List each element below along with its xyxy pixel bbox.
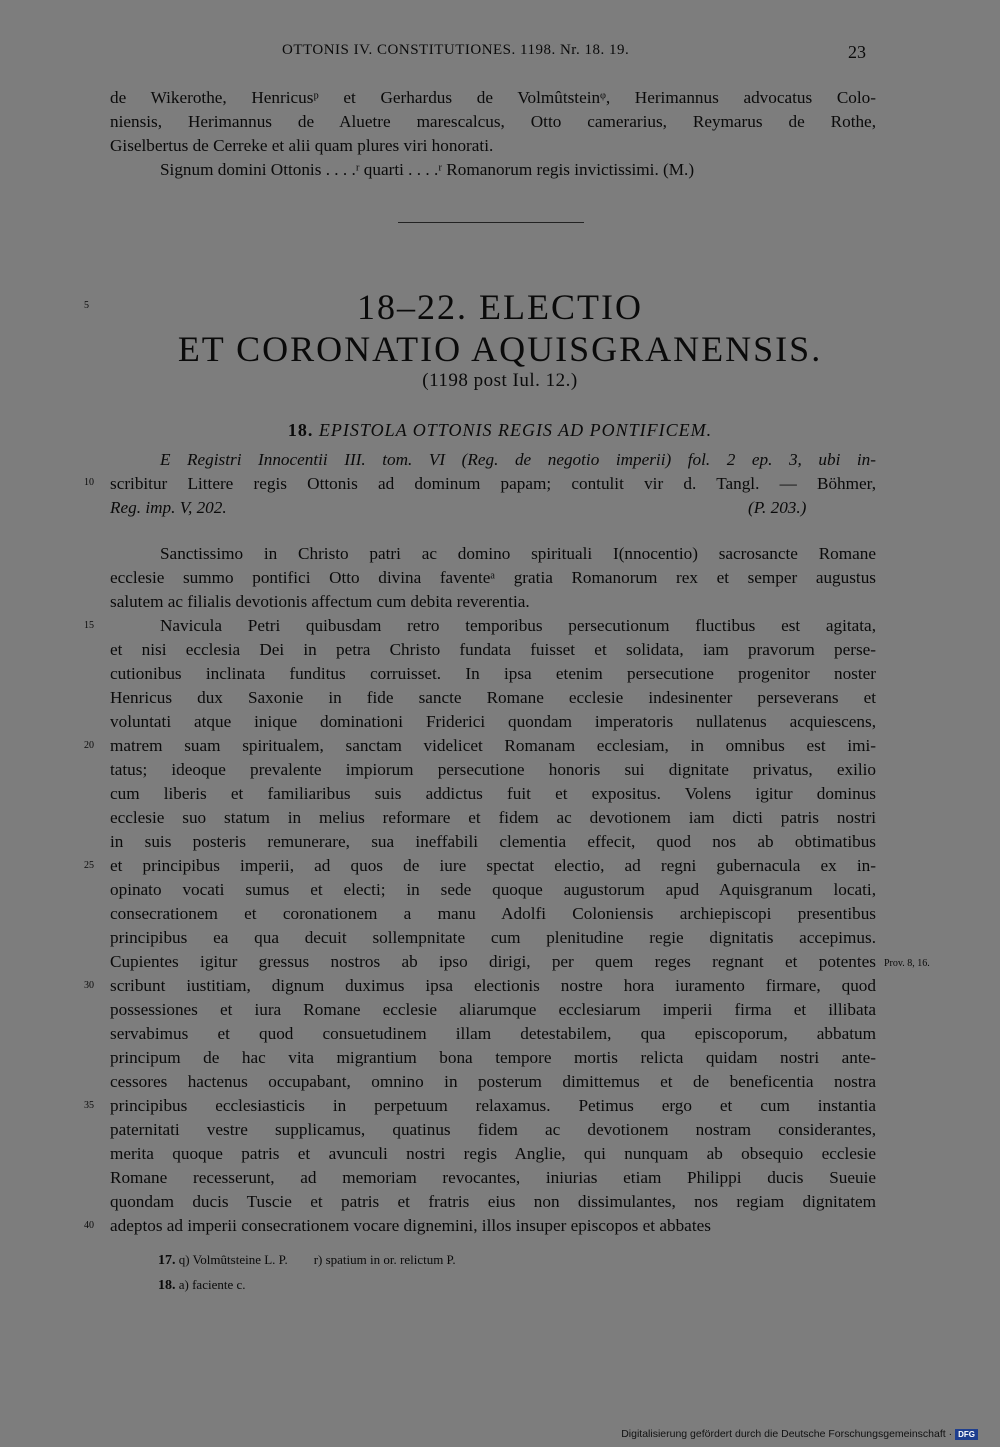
- source-note-line: E Registri Innocentii III. tom. VI (Reg. de negotio imperii) fol. 2 ep. 3, ubi in-: [160, 450, 876, 469]
- line-number: 30: [84, 980, 94, 991]
- body-line: cum liberis et familiaribus suis addictus fuit et expositus. Volens igitur dominus: [110, 784, 876, 803]
- text-line: Signum domini Ottonis . . . .ʳ quarti . . . .ʳ Romanorum regis invictissimi. (M.): [160, 160, 695, 179]
- line-number: 35: [84, 1100, 94, 1111]
- line-number: 15: [84, 620, 94, 631]
- body-line: scribunt iustitiam, dignum duximus ipsa electionis nostre hora iuramento firmare, quod: [110, 976, 876, 995]
- body-line: merita quoque patris et avunculi nostri regis Anglie, qui nunquam ab obsequio ecclesie: [110, 1144, 876, 1163]
- document-title: EPISTOLA OTTONIS REGIS AD PONTIFICEM.: [318, 420, 713, 440]
- document-number: 18.: [287, 420, 314, 440]
- section-date: (1198 post Iul. 12.): [422, 370, 578, 391]
- body-line: cessores hactenus occupabant, omnino in posterum dimittemus et de beneficentia nostra: [110, 1072, 876, 1091]
- page-number: 23: [848, 42, 866, 62]
- body-line: adeptos ad imperii consecrationem vocare dignemini, illos insuper episcopos et abbates: [110, 1216, 711, 1235]
- dfg-logo: DFG: [955, 1429, 978, 1440]
- body-line: Cupientes igitur gressus nostros ab ipso dirigi, per quem reges regnant et potentes: [110, 952, 876, 971]
- margin-reference: Prov. 8, 16.: [884, 958, 930, 969]
- body-line: consecrationem et coronationem a manu Adolfi Coloniensis archiepiscopi presentibus: [110, 904, 876, 923]
- body-line: servabimus et quod consuetudinem illam detestabilem, qua episcoporum, abbatum: [110, 1024, 876, 1043]
- body-line: voluntati atque inique dominationi Friderici quondam imperatoris nullatenus acquiescens,: [110, 712, 876, 731]
- body-line: tatus; ideoque prevalente impiorum persecutione honoris sui dignitate privatus, exilio: [110, 760, 876, 779]
- dfg-credit: [621, 1428, 978, 1440]
- line-number: 25: [84, 860, 94, 871]
- body-line: ecclesie suo statum in melius reformare et fidem ac devotionem iam dicti patris nostri: [110, 808, 876, 827]
- document-heading: [0, 420, 1000, 441]
- body-line: Navicula Petri quibusdam retro temporibus persecutionum fluctibus est agitata,: [160, 616, 876, 635]
- section-title-line2: ET CORONATIO AQUISGRANENSIS.: [177, 329, 823, 369]
- body-line: in suis posteris remunerare, sua ineffabili clementia effecit, quod nos ab obtimatibus: [110, 832, 876, 851]
- body-line: et nisi ecclesia Dei in petra Christo fundata fuisset et solidata, iam pravorum perse-: [110, 640, 876, 659]
- body-line: cutionibus inclinata funditus corruisset. In ipsa etenim persecutione progenitor noster: [110, 664, 876, 683]
- text-line: niensis, Herimannus de Aluetre marescalcus, Otto camerarius, Reymarus de Rothe,: [110, 112, 876, 131]
- line-number: 5: [84, 300, 89, 311]
- footnote-text: q) Volmûtsteine L. P. r) spatium in or. relictum P.: [178, 1252, 456, 1267]
- line-number: 40: [84, 1220, 94, 1231]
- body-line: possessiones et iura Romane ecclesie aliarumque ecclesiarum imperii firma et illibata: [110, 1000, 876, 1019]
- footnote-number: 18.: [158, 1278, 176, 1293]
- footnote: [158, 1252, 456, 1269]
- line-number: 20: [84, 740, 94, 751]
- source-note-line: scribitur Littere regis Ottonis ad dominum papam; contulit vir d. Tangl. — Böhmer,: [110, 474, 876, 493]
- body-line: Henricus dux Saxonie in fide sancte Romane ecclesie indesinenter perseverans et: [110, 688, 876, 707]
- running-title: OTTONIS IV. CONSTITUTIONES. 1198. Nr. 18. 19.: [282, 42, 630, 58]
- body-line: principibus ecclesiasticis in perpetuum relaxamus. Petimus ergo et cum instantia: [110, 1096, 876, 1115]
- line-number: 10: [84, 477, 94, 488]
- body-line: et principibus imperii, ad quos de iure spectat electio, ad regni gubernacula ex in-: [110, 856, 876, 875]
- body-line: Sanctissimo in Christo patri ac domino spirituali I(nnocentio) sacrosancte Romane: [160, 544, 876, 563]
- body-line: Romane recesserunt, ad memoriam revocantes, iniurias etiam Philippi ducis Sueuie: [110, 1168, 876, 1187]
- body-line: ecclesie summo pontifici Otto divina faventeᵃ gratia Romanorum rex et semper augustus: [110, 568, 876, 587]
- body-line: quondam ducis Tuscie et patris et fratris eius non dissimulantes, nos regiam dignitatem: [110, 1192, 876, 1211]
- body-line: salutem ac filialis devotionis affectum cum debita reverentia.: [110, 592, 530, 611]
- footnote: [158, 1277, 246, 1294]
- text-line: Giselbertus de Cerreke et alii quam plures viri honorati.: [110, 136, 494, 155]
- body-line: paternitati vestre supplicamus, quatinus fidem ac devotionem nostram considerantes,: [110, 1120, 876, 1139]
- body-line: principum de hac vita migrantium bona tempore mortis relicta quidam nostri ante-: [110, 1048, 876, 1067]
- body-line: principibus ea qua decuit sollempnitate cum plenitudine regie dignitatis accepimus.: [110, 928, 876, 947]
- source-note-line: Reg. imp. V, 202.: [110, 498, 227, 517]
- source-ref: (P. 203.): [748, 498, 807, 517]
- text-line: de Wikerothe, Henricusᵖ et Gerhardus de Volmûtsteinᵠ, Herimannus advocatus Colo-: [110, 88, 876, 107]
- body-line: opinato vocati sumus et electi; in sede quoque augustorum apud Aquisgranum locati,: [110, 880, 876, 899]
- footnote-number: 17.: [158, 1253, 176, 1268]
- section-divider: [398, 222, 584, 223]
- credit-text: Digitalisierung gefördert durch die Deutsche Forschungsgemeinschaft ·: [621, 1428, 953, 1440]
- body-line: matrem suam spiritualem, sanctam videlicet Romanam ecclesiam, in omnibus est imi-: [110, 736, 876, 755]
- footnote-text: a) faciente c.: [178, 1277, 246, 1292]
- section-title-line1: 18–22. ELECTIO: [357, 287, 643, 327]
